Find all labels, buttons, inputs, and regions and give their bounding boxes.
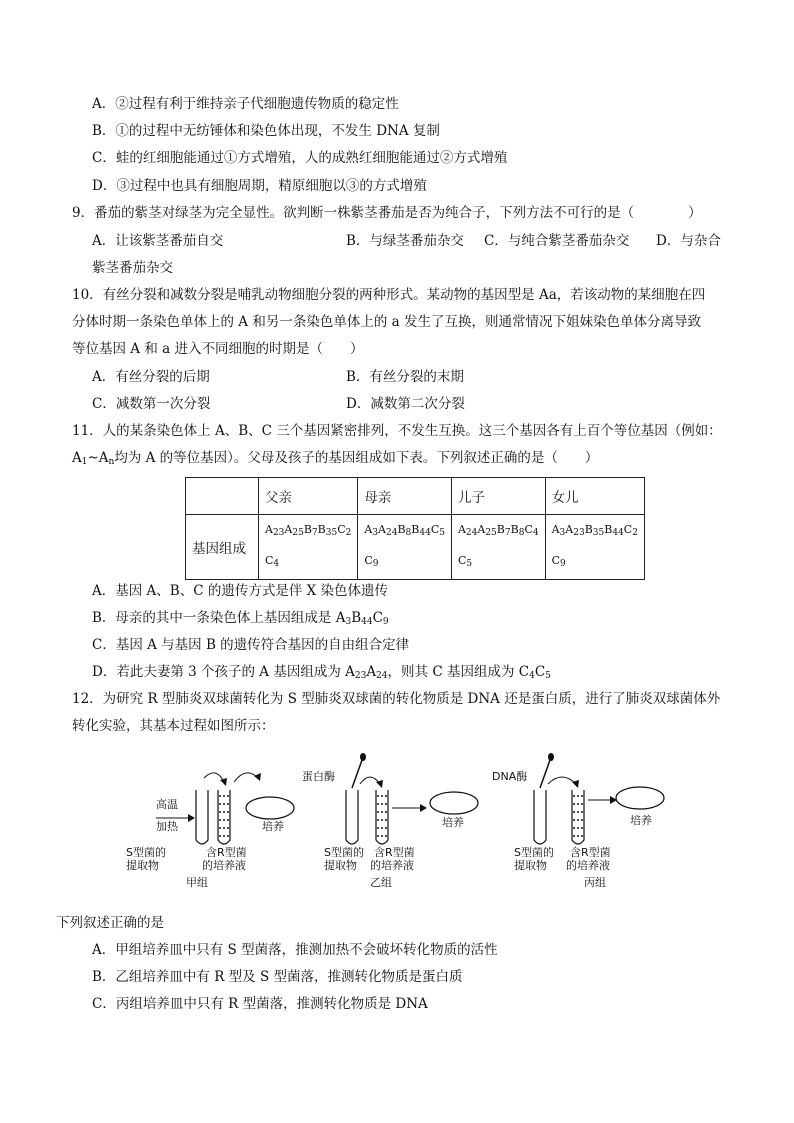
q10-option-b: B．有丝分裂的末期 bbox=[346, 369, 464, 385]
r-medium-label-b-1: 含R型菌 bbox=[374, 846, 415, 859]
s-extract-tube-c bbox=[534, 790, 546, 844]
q10-line2: 分体时期一条染色单体上的 A 和另一条染色单体上的 a 发生了互换，则通常情况下姐妹染色单体分离导致 bbox=[72, 314, 701, 330]
q8-option-d: D．③过程中也具有细胞周期，精原细胞以③的方式增殖 bbox=[92, 178, 427, 194]
q9-option-b: B．与绿茎番茄杂交 bbox=[346, 233, 464, 249]
s-extract-label-a-2: 提取物 bbox=[126, 859, 159, 872]
transfer-arrow-c bbox=[548, 777, 576, 784]
transformation-experiment-diagram bbox=[120, 748, 680, 898]
genotype-daughter: $A_3A_{23}B_{35}B_{44}C_2$ $C_9$ bbox=[545, 515, 644, 580]
dropper-bulb-c bbox=[548, 753, 554, 761]
q11-option-a: A．基因 A、B、C 的遗传方式是伴 X 染色体遗传 bbox=[92, 583, 389, 599]
q8-option-b: B．①的过程中无纺锤体和染色体出现，不发生 DNA 复制 bbox=[92, 123, 440, 139]
q11-option-d: D．若此夫妻第 3 个孩子的 A 基因组成为 $A_{23}A_{24}$，则其 C 基因组成为 $C_4C_5$ bbox=[92, 664, 551, 681]
q8-option-a: A．②过程有利于维持亲子代细胞遗传物质的稳定性 bbox=[92, 96, 399, 112]
q9-option-d: D．与杂合 bbox=[656, 233, 721, 249]
r-medium-label-c-2: 的培养液 bbox=[566, 859, 610, 872]
group-c bbox=[492, 753, 664, 889]
q11-option-b: B．母亲的其中一条染色体上基因组成是 $A_3B_{44}C_9$ bbox=[92, 610, 389, 627]
s-extract-label-c-1: S型菌的 bbox=[514, 846, 554, 859]
genotype-table bbox=[185, 477, 645, 580]
q8-option-c: C．蛙的红细胞能通过①方式增殖，人的成熟红细胞能通过②方式增殖 bbox=[92, 150, 508, 166]
culture-dish-a bbox=[246, 797, 294, 819]
table-header-daughter: 女儿 bbox=[545, 478, 644, 515]
q12-option-c: C．丙组培养皿中只有 R 型菌落，推测转化物质是 DNA bbox=[92, 996, 428, 1012]
q10-option-a: A．有丝分裂的后期 bbox=[92, 369, 210, 385]
r-medium-label-b-2: 的培养液 bbox=[370, 859, 414, 872]
r-medium-label-a-1: 含R型菌 bbox=[206, 846, 247, 859]
genotype-son: $A_{24}A_{25}B_7B_8C_4$ $C_5$ bbox=[451, 515, 545, 580]
plate-arrow-a bbox=[234, 773, 258, 782]
q10-line1: 10．有丝分裂和减数分裂是哺乳动物细胞分裂的两种形式。某动物的基因型是 Aa，若该动物的某细胞在四 bbox=[72, 287, 706, 303]
q11-option-c: C．基因 A 与基因 B 的遗传符合基因的自由组合定律 bbox=[92, 637, 410, 653]
r-medium-fill-b bbox=[377, 796, 387, 836]
transfer-arrowhead-a bbox=[220, 778, 227, 786]
q9-option-d-cont: 紫茎番茄杂交 bbox=[92, 260, 173, 276]
r-medium-fill-c bbox=[573, 796, 583, 836]
group-a bbox=[126, 773, 294, 889]
culture-dish-b bbox=[430, 792, 478, 814]
q11-line2: $A_1\sim A_n$均为 A 的等位基因）。父母及孩子的基因组成如下表。下列叙述正确的是（ ） bbox=[72, 450, 599, 467]
s-extract-label-c-2: 提取物 bbox=[514, 859, 547, 872]
culture-label-c: 培养 bbox=[630, 814, 652, 827]
q9-stem: 9．番茄的紫茎对绿茎为完全显性。欲判断一株紫茎番茄是否为纯合子，下列方法不可行的是（ ） bbox=[72, 205, 702, 221]
q12-option-b: B．乙组培养皿中有 R 型及 S 型菌落，推测转化物质是蛋白质 bbox=[92, 969, 463, 985]
s-extract-tube-a bbox=[196, 790, 208, 844]
group-b-label: 乙组 bbox=[370, 876, 392, 889]
table-header-son: 儿子 bbox=[451, 478, 545, 515]
s-extract-label-a-1: S型菌的 bbox=[126, 846, 166, 859]
q12-line2: 转化实验，其基本过程如图所示： bbox=[72, 718, 275, 734]
q12-stem2: 下列叙述正确的是 bbox=[56, 915, 164, 931]
r-medium-label-a-2: 的培养液 bbox=[202, 859, 246, 872]
q12-option-a: A．甲组培养皿中只有 S 型菌落，推测加热不会破坏转化物质的活性 bbox=[92, 942, 498, 958]
heat-label: 加热 bbox=[156, 820, 178, 833]
table-corner-cell bbox=[186, 478, 259, 515]
protease-label: 蛋白酶 bbox=[302, 770, 335, 783]
dropper-bulb-b bbox=[360, 753, 366, 761]
q12-line1: 12．为研究 R 型肺炎双球菌转化为 S 型肺炎双球菌的转化物质是 DNA 还是蛋白质，进行了肺炎双球菌体外 bbox=[72, 691, 721, 707]
q11-line1: 11．人的某条染色体上 A、B、C 三个基因紧密排列，不发生互换。这三个基因各有上百个等位基因（例如： bbox=[72, 423, 722, 439]
culture-label-a: 培养 bbox=[262, 820, 284, 833]
table-row-label: 基因组成 bbox=[186, 515, 259, 580]
culture-dish-c bbox=[616, 787, 664, 809]
heat-arrow-head bbox=[188, 814, 195, 822]
q10-option-c: C．减数第一次分裂 bbox=[92, 396, 211, 412]
s-extract-label-b-1: S型菌的 bbox=[324, 846, 364, 859]
group-a-label: 甲组 bbox=[186, 876, 208, 889]
transfer-arrowhead-b bbox=[376, 780, 383, 788]
group-b bbox=[302, 753, 478, 889]
genotype-mother: $A_3A_{24}B_8B_{44}C_5$ $C_9$ bbox=[358, 515, 452, 580]
r-medium-fill-a bbox=[219, 796, 229, 836]
table-header-father: 父亲 bbox=[259, 478, 358, 515]
table-header-mother: 母亲 bbox=[358, 478, 452, 515]
q9-option-c: C．与纯合紫茎番茄杂交 bbox=[484, 233, 630, 249]
q10-option-d: D．减数第二次分裂 bbox=[346, 396, 465, 412]
q10-line3: 等位基因 A 和 a 进入不同细胞的时期是（ ） bbox=[72, 341, 364, 357]
q9-option-a: A．让该紫茎番茄自交 bbox=[92, 233, 224, 249]
plate-arrowhead-a bbox=[254, 773, 261, 781]
r-medium-label-c-1: 含R型菌 bbox=[570, 846, 611, 859]
dnase-label: DNA酶 bbox=[492, 770, 528, 783]
culture-label-b: 培养 bbox=[442, 816, 464, 829]
group-c-label: 丙组 bbox=[584, 876, 606, 889]
s-extract-label-b-2: 提取物 bbox=[324, 859, 357, 872]
s-extract-tube-b bbox=[346, 790, 358, 844]
plate-arrowhead-b bbox=[420, 804, 427, 812]
high-temp-label: 高温 bbox=[156, 798, 178, 811]
genotype-father: $A_{23}A_{25}B_7B_{35}C_2$ $C_4$ bbox=[259, 515, 358, 580]
